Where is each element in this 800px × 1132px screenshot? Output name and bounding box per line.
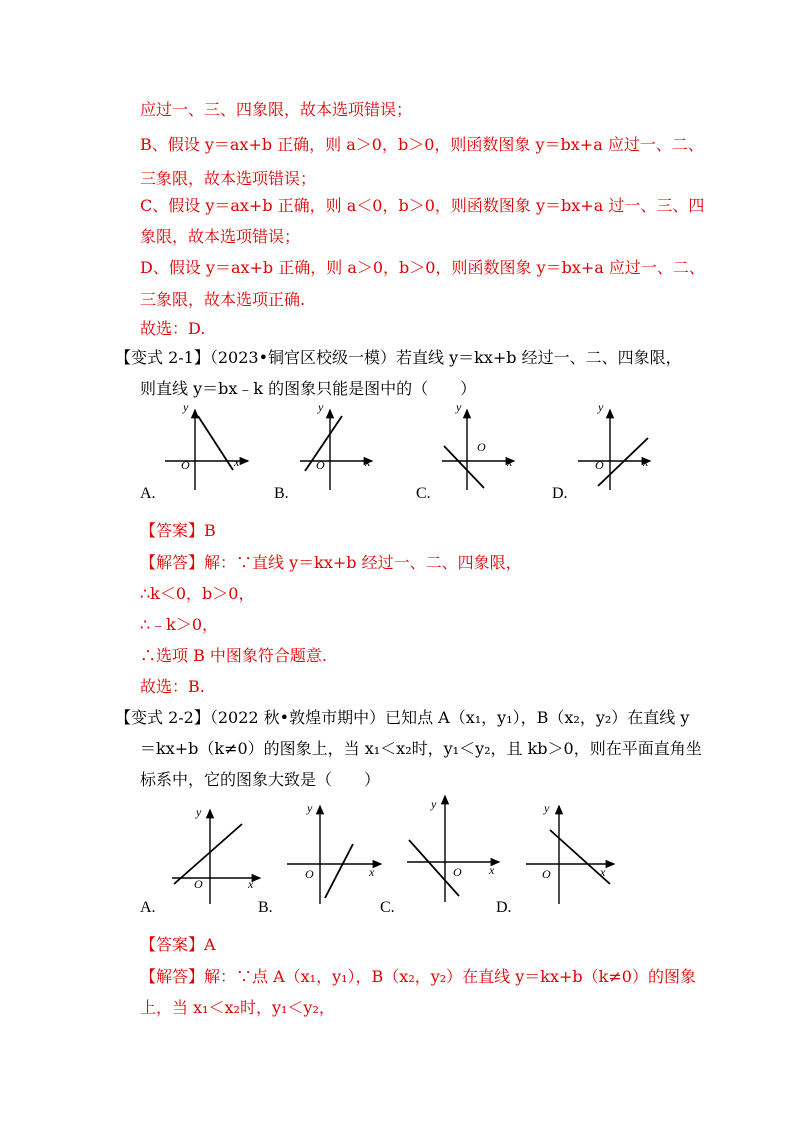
y-label: y [307, 801, 313, 815]
option-a-label: A. [140, 485, 156, 502]
y-label: y [196, 805, 202, 819]
y-label: y [318, 400, 324, 414]
answer-line: 【答案】A [140, 935, 216, 954]
problem-text: 则直线 y＝bx﹣k 的图象只能是图中的（ ） [140, 379, 477, 398]
y-label: y [544, 801, 550, 815]
option-d-label: D. [496, 899, 512, 916]
x-label: x [365, 455, 371, 469]
x-label: x [248, 877, 254, 891]
graph-option-d [522, 796, 632, 906]
origin-label: O [316, 458, 325, 472]
option-c-label: C. [416, 485, 431, 502]
solution-line: D、假设 y＝ax+b 正确，则 a＞0，b＞0，则函数图象 y＝bx+a 应过一、二、 [140, 258, 705, 277]
graph-option-b [290, 398, 400, 493]
solution-line: C、假设 y＝ax+b 正确，则 a＜0，b＞0，则函数图象 y＝bx+a 过一、三、四 [140, 196, 705, 215]
solution-line: 故选：B. [140, 677, 205, 696]
solution-line: 上，当 x₁＜x₂时，y₁＜y₂， [140, 998, 335, 1017]
origin-label: O [194, 877, 203, 891]
x-label: x [600, 865, 606, 879]
answer-line: 【答案】B [140, 521, 216, 540]
solution-line: 三象限，故本选项正确. [140, 290, 306, 309]
x-label: x [489, 863, 495, 877]
solution-line: 象限，故本选项错误； [140, 227, 301, 246]
solution-line: ∴选项 B 中图象符合题意. [140, 646, 328, 665]
origin-label: O [453, 865, 462, 879]
solution-line: ∴﹣k＞0， [140, 615, 219, 634]
origin-label: O [305, 867, 314, 881]
y-label: y [431, 797, 437, 811]
graph-option-b [283, 796, 393, 906]
x-label: x [643, 455, 649, 469]
problem-title: 【变式 2-1】（2023•铜官区校级一模）若直线 y＝kx+b 经过一、二、四象限， [115, 348, 682, 367]
option-c-label: C. [380, 899, 395, 916]
option-b-label: B. [258, 899, 273, 916]
y-label: y [456, 400, 462, 414]
problem-text: 标系中，它的图象大致是（ ） [140, 770, 381, 789]
y-label: y [598, 400, 604, 414]
graph-line [325, 844, 353, 898]
graph-option-a [160, 796, 270, 906]
graph-line [174, 824, 242, 884]
solution-line: 【解答】解：∵点 A（x₁，y₁），B（x₂，y₂）在直线 y＝kx+b（k≠0）的图象 [140, 967, 696, 986]
graph-option-d [568, 398, 678, 493]
solution-line: ∴k＜0，b＞0， [140, 584, 255, 603]
graph-line [598, 438, 648, 486]
origin-label: O [181, 458, 190, 472]
solution-line: 【解答】解：∵直线 y＝kx+b 经过一、二、四象限， [140, 553, 522, 572]
solution-line: 故选：D. [140, 319, 206, 338]
solution-line: 三象限，故本选项错误； [140, 169, 317, 188]
problem-text: ＝kx+b（k≠0）的图象上，当 x₁＜x₂时，y₁＜y₂，且 kb＞0，则在平面直角坐 [140, 739, 702, 758]
x-label: x [369, 865, 375, 879]
graph-line [409, 840, 459, 896]
solution-line: B、假设 y＝ax+b 正确，则 a＞0，b＞0，则函数图象 y＝bx+a 应过一、二、 [140, 135, 704, 154]
option-d-label: D. [552, 485, 568, 502]
x-label: x [234, 455, 240, 469]
x-label: x [507, 455, 513, 469]
graph-option-c [432, 398, 542, 493]
origin-label: O [595, 458, 604, 472]
y-label: y [183, 400, 189, 414]
graph-option-a [150, 398, 260, 493]
problem-title: 【变式 2-2】（2022 秋•敦煌市期中）已知点 A（x₁，y₁），B（x₂，y₂）在直线 y [115, 708, 690, 727]
origin-label: O [542, 867, 551, 881]
graph-line [198, 416, 233, 470]
option-b-label: B. [274, 485, 289, 502]
solution-line: 应过一、三、四象限，故本选项错误； [140, 100, 413, 119]
option-a-label: A. [140, 899, 156, 916]
graph-option-c [403, 792, 513, 904]
origin-label: O [477, 440, 486, 454]
